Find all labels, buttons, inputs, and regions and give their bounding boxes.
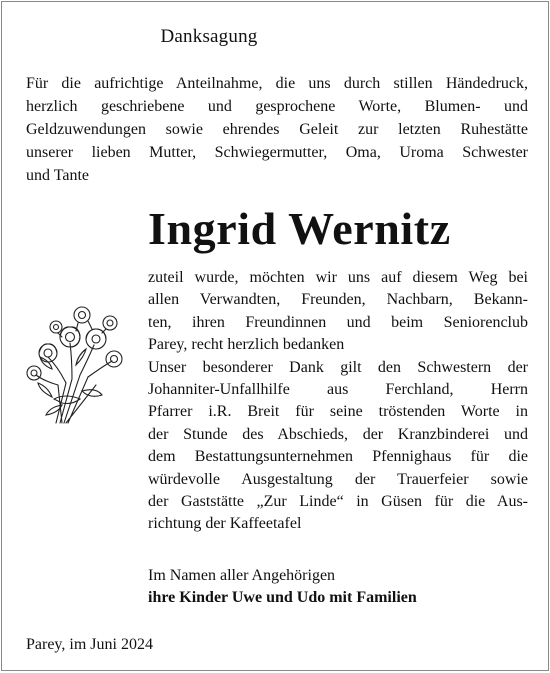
- body-line: zuteil wurde, möchten wir uns auf diesem Weg bei: [148, 269, 528, 286]
- signature-intro: Im Namen aller Angehörigen: [148, 567, 336, 584]
- flower-bouquet-icon: [22, 287, 132, 427]
- body-line: Pfarrer i.R. Breit für seine tröstenden Worte in: [148, 403, 528, 421]
- body-line: dem Bestattungsunternehmen Pfennighaus für die: [148, 448, 528, 466]
- thanks-paragraph: [148, 267, 528, 536]
- body-line: ten, ihren Freundinnen und beim Seniorenclub: [148, 313, 528, 331]
- body-line: allen Verwandten, Freunden, Nachbarn, Bekann-: [148, 291, 528, 309]
- body-line: Parey, recht herzlich bedanken: [148, 336, 345, 354]
- intro-line: Für die aufrichtige Anteilnahme, die uns durch stillen Händedruck,: [26, 75, 528, 92]
- signature-names: ihre Kinder Uwe und Udo mit Familien: [148, 589, 417, 606]
- notice-heading: Danksagung: [160, 26, 258, 47]
- intro-line: unserer lieben Mutter, Schwiegermutter, Oma, Uroma Schwester: [26, 144, 528, 161]
- place-date: Parey, im Juni 2024: [26, 636, 153, 653]
- body-line: richtung der Kaffeetafel: [148, 515, 302, 533]
- intro-line: Geldzuwendungen sowie ehrendes Geleit zur letzten Ruhestätte: [26, 121, 528, 138]
- body-line: der Stunde des Abschieds, der Kranzbinderei und: [148, 425, 528, 443]
- obituary-notice: [1, 1, 549, 671]
- body-line: der Gaststätte „Zur Linde“ in Güsen für die Aus-: [148, 493, 528, 511]
- intro-paragraph: [26, 72, 528, 187]
- intro-line: herzlich geschriebene und gesprochene Worte, Blumen- und: [26, 98, 528, 115]
- deceased-name: Ingrid Wernitz: [148, 203, 451, 254]
- intro-line: und Tante: [26, 167, 90, 184]
- body-line: Unser besonderer Dank gilt den Schwestern der: [148, 358, 528, 376]
- body-line: würdevolle Ausgestaltung der Trauerfeier sowie: [148, 470, 528, 488]
- body-line: Johanniter-Unfallhilfe aus Ferchland, Herrn: [148, 381, 528, 399]
